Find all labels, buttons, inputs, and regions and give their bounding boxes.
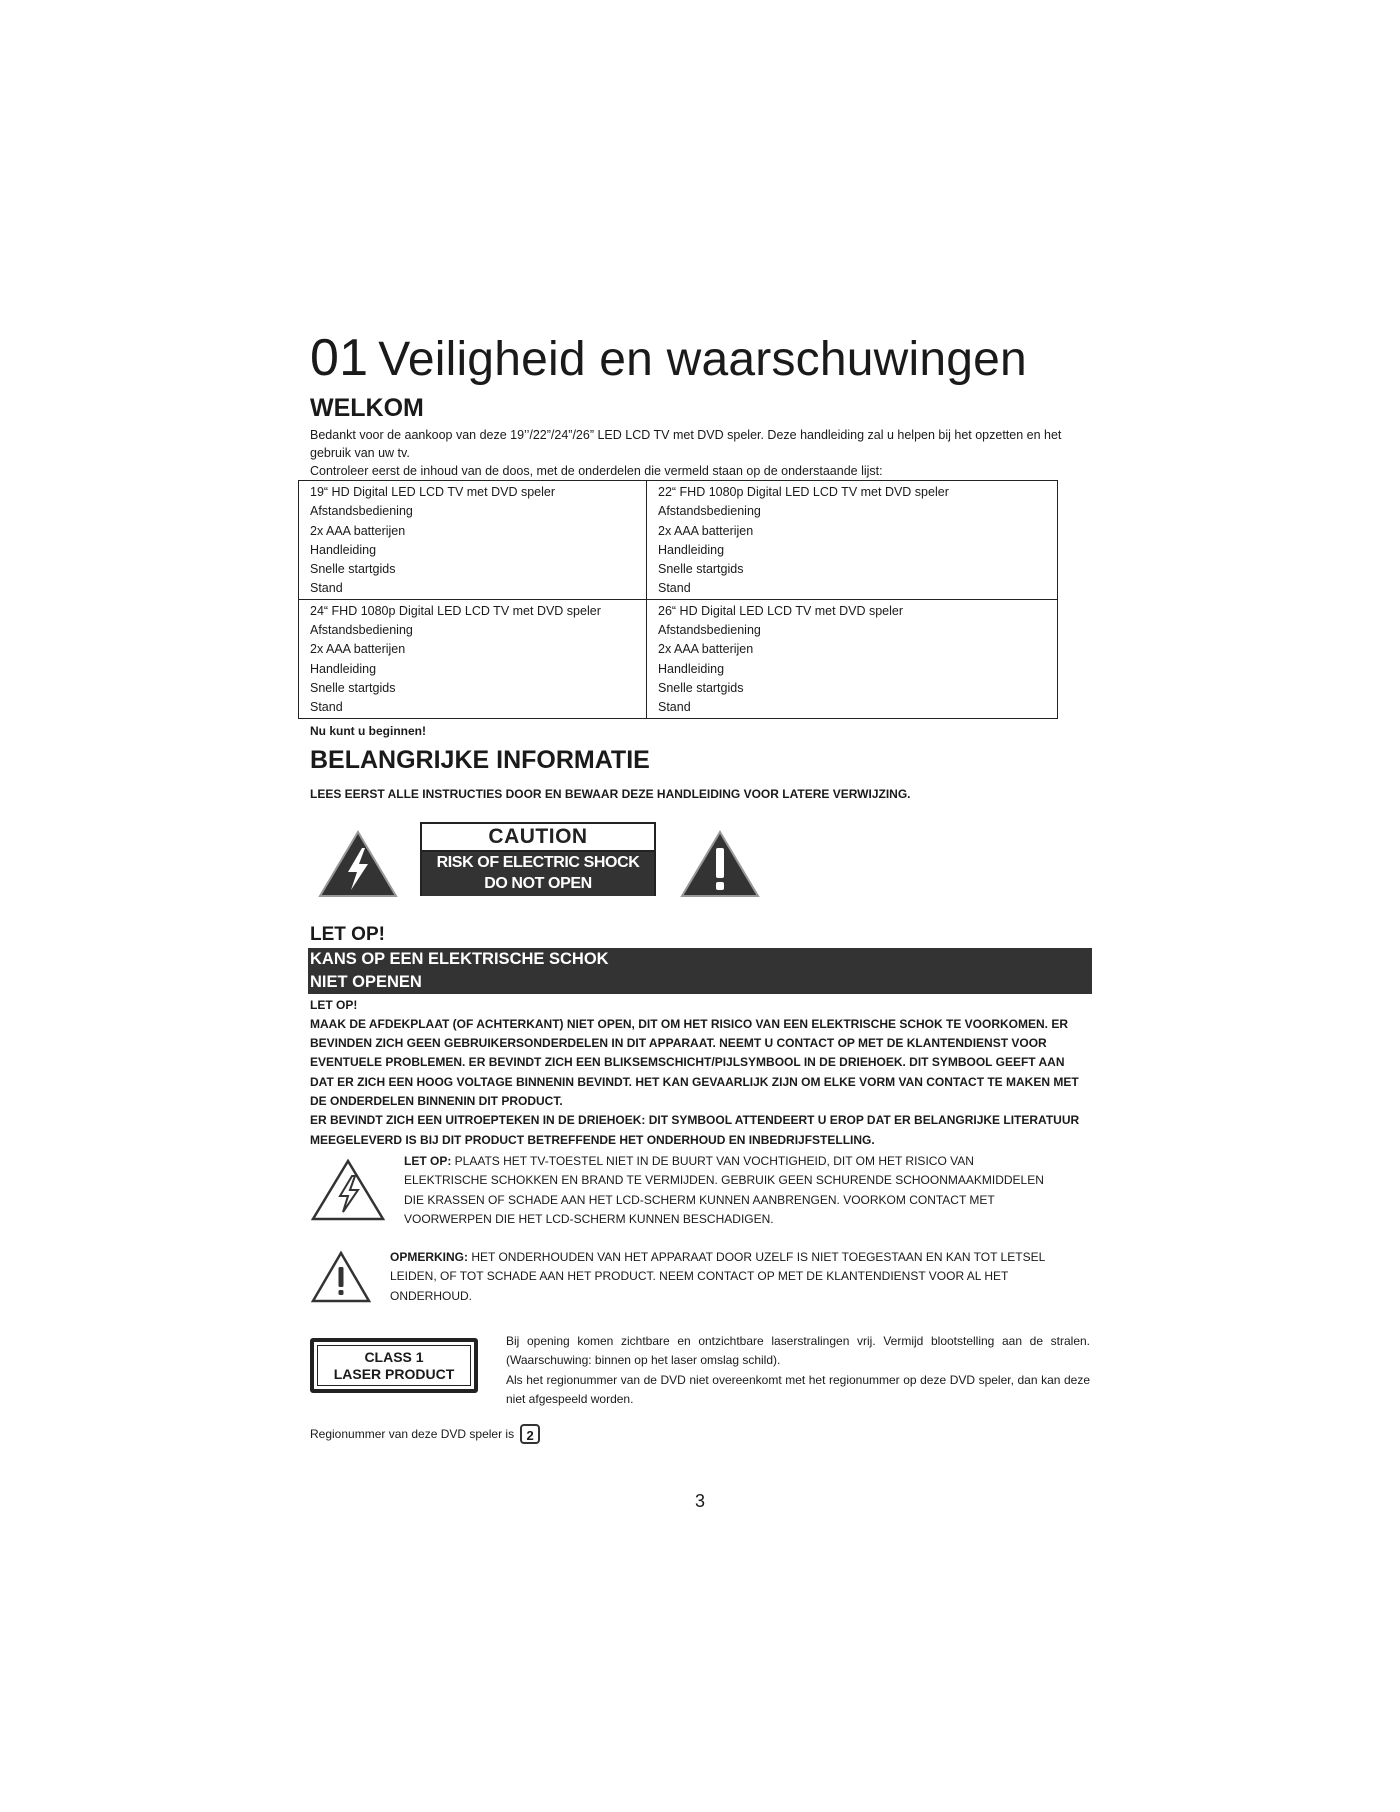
warning-symbols-row — [310, 822, 1090, 912]
exclamation-outline-icon — [310, 1250, 372, 1304]
product-model-name: 24“ FHD 1080p Digital LED LCD TV met DVD speler — [310, 603, 601, 618]
package-item: Handleiding — [658, 661, 725, 676]
region-row — [310, 1424, 1090, 1444]
electric-shock-outline-icon — [310, 1158, 386, 1222]
package-item: Stand — [310, 700, 343, 715]
warning-paragraph-1: MAAK DE AFDEKPLAAT (OF ACHTERKANT) NIET OPEN, DIT OM HET RISICO VAN EEN ELEKTRISCHE SCHOK TE VOORKOMEN. ER BEVINDEN ZICH GEEN GEBRUIKERSONDERDELEN IN DIT APPARAAT. NEEMT U CONTACT OP MET DE KLANTENDIENST VOOR EVENTUELE PROBLEMEN. ER BEVINDT ZICH EEN BLIKSEMSCHICHT/PIJLSYMBOOL IN DE DRIEHOEK. DIT SYMBOOL GEEFT AAN DAT ER ZICH EEN HOOG VOLTAGE BINNENIN BEVINDT. HET KAN GEVAARLIJK ZIJN OM ELKE VORM VAN CONTACT TE MAKEN MET DE ONDERDELEN BINNENIN DIT PRODUCT. — [310, 1016, 1079, 1109]
package-item: Stand — [310, 581, 343, 596]
contents-cell-right — [647, 481, 1058, 600]
laser-label-line1: CLASS 1 — [364, 1348, 424, 1365]
contents-table-row — [299, 481, 1058, 600]
laser-text — [506, 1332, 1090, 1409]
page-number: 3 — [694, 1491, 705, 1511]
service-note — [310, 1248, 1090, 1314]
package-item: Stand — [658, 700, 691, 715]
important-heading: BELANGRIJKE INFORMATIE — [310, 745, 650, 774]
service-note-label: OPMERKING: — [390, 1249, 468, 1264]
package-item: Snelle startgids — [310, 680, 396, 695]
package-item: Afstandsbediening — [658, 623, 761, 638]
package-item: Stand — [658, 581, 691, 596]
moisture-warning-text — [404, 1152, 1054, 1229]
moisture-warning-body: PLAATS HET TV-TOESTEL NIET IN DE BUURT VAN VOCHTIGHEID, DIT OM HET RISICO VAN ELEKTRISCHE SCHOKKEN EN BRAND TE VERMIJDEN. GEBRUIK GEEN SCHURENDE SCHOONMAAKMIDDELEN DIE KRASSEN OF SCHADE AAN HET LCD-SCHERM KUNNEN AANBRENGEN. VOORKOM CONTACT MET VOORWERPEN DIE HET LCD-SCHERM KUNNEN BESCHADIGEN. — [404, 1153, 1044, 1226]
package-item: Handleiding — [658, 542, 725, 557]
region-number-badge: 2 — [520, 1424, 540, 1444]
moisture-warning-label: LET OP: — [404, 1153, 452, 1168]
package-item: Afstandsbediening — [310, 623, 413, 638]
package-item: Snelle startgids — [310, 562, 396, 577]
contents-cell-left — [299, 481, 647, 600]
contents-cell-right — [647, 599, 1058, 718]
contents-table-row — [299, 599, 1058, 718]
package-item: 2x AAA batterijen — [310, 523, 406, 538]
welcome-heading: WELKOM — [310, 394, 424, 422]
laser-info — [310, 1332, 1090, 1424]
electric-shock-triangle-icon — [318, 830, 398, 898]
box-contents-table — [298, 480, 1058, 719]
banner-line2: NIET OPENEN — [310, 972, 422, 991]
product-model-name: 26“ HD Digital LED LCD TV met DVD speler — [658, 603, 903, 618]
product-model-name: 19“ HD Digital LED LCD TV met DVD speler — [310, 485, 555, 499]
exclamation-triangle-icon — [680, 830, 760, 898]
product-model-name: 22“ FHD 1080p Digital LED LCD TV met DVD speler — [658, 485, 949, 499]
contents-cell-left — [299, 599, 647, 718]
package-item: Handleiding — [310, 661, 377, 676]
package-item: Handleiding — [310, 542, 377, 557]
package-item: 2x AAA batterijen — [658, 523, 754, 538]
package-item: 2x AAA batterijen — [658, 642, 754, 657]
service-note-text — [390, 1248, 1090, 1306]
chapter-title-text: Veiligheid en waarschuwingen — [378, 333, 1027, 386]
package-item: 2x AAA batterijen — [310, 642, 406, 657]
caution-label-line1: RISK OF ELECTRIC SHOCK — [436, 853, 640, 871]
package-item: Snelle startgids — [658, 562, 744, 577]
start-note: Nu kunt u beginnen! — [310, 723, 426, 738]
package-item: Afstandsbediening — [658, 504, 761, 519]
package-item: Afstandsbediening — [310, 504, 413, 519]
class1-laser-label — [310, 1338, 478, 1393]
laser-text-1: Bij opening komen zichtbare en ontzichtbare laserstralingen vrij. Vermijd blootstelling aan de stralen. (Waarschuwing: binnen op het laser omslag schild). — [506, 1333, 1090, 1368]
service-note-body: HET ONDERHOUDEN VAN HET APPARAAT DOOR UZELF IS NIET TOEGESTAAN EN KAN TOT LETSEL LEIDEN, OF TOT SCHADE AAN HET PRODUCT. NEEM CONTACT OP MET DE KLANTENDIENST VOOR AL HET ONDERHOUD. — [390, 1249, 1045, 1303]
read-first-notice: LEES EERST ALLE INSTRUCTIES DOOR EN BEWAAR DEZE HANDLEIDING VOOR LATERE VERWIJZING. — [310, 786, 911, 801]
chapter-number: 01 — [310, 329, 369, 387]
region-text: Regionummer van deze DVD speler is — [310, 1426, 515, 1441]
chapter-title — [310, 330, 1090, 388]
welcome-intro: Bedankt voor de aankoop van deze 19’’/22”/24”/26” LED LCD TV met DVD speler. Deze handleiding zal u helpen bij het opzetten en het gebruik van uw tv. — [310, 428, 1062, 460]
contents-check-text: Controleer eerst de inhoud van de doos, met de onderdelen die vermeld staan op de onderstaande lijst: — [310, 464, 883, 478]
warning-text-block — [310, 996, 1090, 1150]
caution-label-body — [422, 852, 654, 896]
banner-line1: KANS OP EEN ELEKTRISCHE SCHOK — [310, 949, 609, 968]
letop-heading: LET OP! — [310, 923, 385, 945]
caution-label — [420, 822, 656, 896]
moisture-warning — [310, 1152, 1090, 1234]
warning-paragraph-2: ER BEVINDT ZICH EEN UITROEPTEKEN IN DE DRIEHOEK: DIT SYMBOOL ATTENDEERT U EROP DAT ER BELANGRIJKE LITERATUUR MEEGELEVERD IS BIJ DIT PRODUCT BETREFFENDE HET ONDERHOUD EN INBEDRIJFSTELLING. — [310, 1113, 1080, 1147]
letop-sub: LET OP! — [310, 997, 358, 1012]
laser-label-line2: LASER PRODUCT — [333, 1365, 455, 1382]
caution-label-head: CAUTION — [422, 824, 654, 852]
laser-text-2: Als het regionummer van de DVD niet overeenkomt met het regionummer op deze DVD speler, dan kan deze niet afgespeeld worden. — [506, 1372, 1090, 1406]
shock-warning-banner — [308, 948, 1092, 994]
package-item: Snelle startgids — [658, 680, 744, 695]
caution-label-line2: DO NOT OPEN — [484, 874, 592, 892]
manual-page — [310, 330, 1090, 1444]
laser-label-inner — [317, 1345, 471, 1386]
